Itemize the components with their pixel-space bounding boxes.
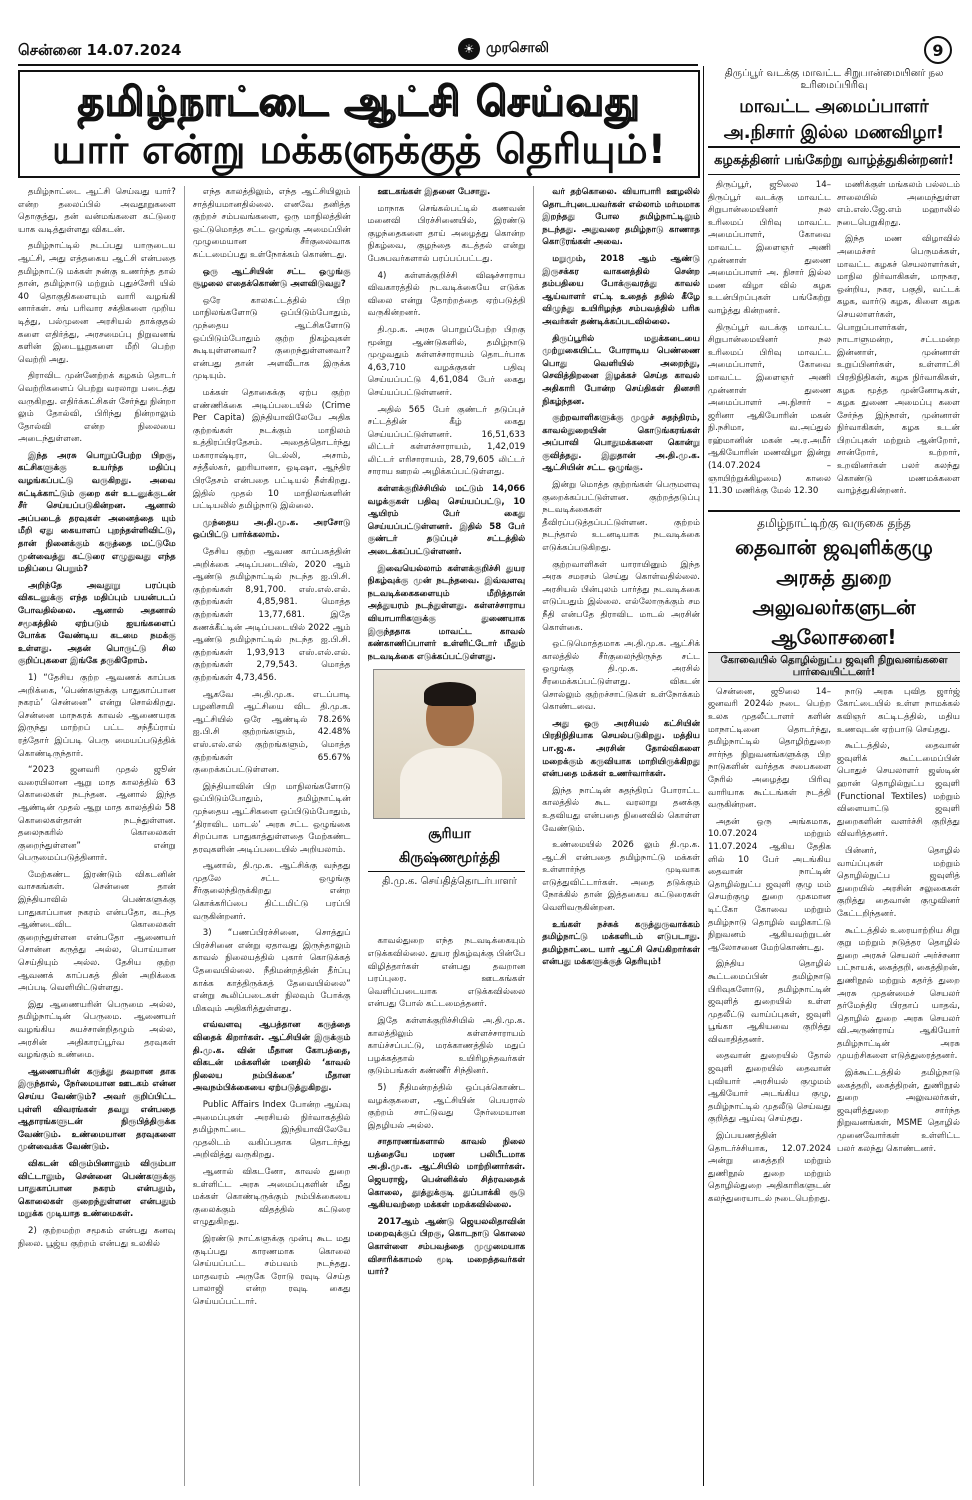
story1-headline: மாவட்ட அமைப்பாளர் அ.நிசார் இல்ல மணவிழா! xyxy=(708,94,960,148)
column-4 xyxy=(542,186,700,1486)
main-headline xyxy=(18,70,700,178)
main-story xyxy=(18,70,700,1490)
column-1 xyxy=(18,186,176,1486)
paragraph: இந்திய தொழில் கூட்டமைப்பின் தமிழ்நாடு பிரிவுகளோடு, தமிழ்நாட்டின் ஜவுளித் துறையில் உள்ள முதலீட்டு வாய்ப்புகள், ஜவுளி பூங்கா ஆகியவை குறித்து விவாதித்தனர். xyxy=(708,959,831,1045)
paragraph: உங்கள் நச்சுக் கருத்துருவாக்கம் தமிழ்நாட்டு மக்களிடம் எடுபடாது. தமிழ்நாட்டை யார் ஆட்சி செய்கிறார்கள் என்பது மக்களுக்குத் தெரியும்! xyxy=(542,919,701,968)
paragraph: ஆனால் விகடனோ, காவல் துறை உள்ளிட்ட அரசு அமைப்புகளின் மீது மக்கள் கொண்டிருக்கும் நம்பிக்கையை குலைக்கும் விதத்தில் கட்டுரை எழுதுகிறது. xyxy=(192,1166,351,1228)
paragraph: பின்னர், தொழில் வாய்ப்புகள் மற்றும் தொழில்நுட்ப ஜவுளித் துறையில் அரசின் சலுகைகள் குறித்து தைவான் குழுவினர் கேட்டறிந்தனர். xyxy=(837,845,960,919)
paragraph: இந்தியாவின் பிற மாநிலங்களோடு ஒப்பிடும்போதும், தமிழ்நாட்டின் முந்தைய ஆட்சிகளை ஒப்பிடும்போதும், ‘திராவிட மாடல்’ அரசு சட்ட ஒழுங்கை சிறப்பாக பாதுகாத்துள்ளதை மேற்கண்ட தரவுகளின் அடிப்படையில் அறியலாம். xyxy=(192,781,351,855)
column-divider xyxy=(184,186,185,1486)
paragraph: அதன் ஒரு அங்கமாக, 10.07.2024 மற்றும் 11.07.2024 ஆகிய தேதிக ளில் 10 பேர் அடங்கிய தைவான் நாட்டின் தொழில்நுட்ப ஜவுளி குழு மம் செயற்குழு துறை முகமான டிட்கோ கோவை மற்றும் தமிழ்நாடு தொழில் வழிகாட்டு நிறுவனம் ஆகியவற்றுடன் ஆலோசனை மேற்கொண்டது. xyxy=(708,816,831,953)
story2-column-1 xyxy=(708,686,831,1210)
paragraph: ஆகவே அ.தி.மு.க. எடப்பாடி பழனிசாமி ஆட்சியை விட தி.மு.க. ஆட்சியில் ஒரே ஆண்டில் 78.26% ஐ.பி.சி குற்றங்களும், 42.48% எஸ்.எல்.எல் குற்றங்களும், மொத்த குற்றங்கள் 65.67% குறைக்கப்பட்டுள்ளன. xyxy=(192,689,351,776)
paragraph: திருப்பூர், ஜூலை 14– திருப்பூர் வடக்கு மாவட்ட சிறுபான்மையினர் நல உரிமைப் பிரிவு மாவட்ட அமைப்பாளர், கோவை மாவட்ட இளைஞர் அணி முன்னாள் துணை அமைப்பாளர் அ. நிசார் இல்ல மண விழா வில் கழக உடன்பிறப்புகள் பங்கேற்று வாழ்த்து கின்றனர். xyxy=(708,180,831,316)
paragraph: தமிழ்நாட்டை ஆட்சி செய்வது யார்? என்ற தலைப்பில் அவதூறுகளை தொகுத்து, தன் வன்மங்களை கட்டுரை யாக வடித்துள்ளது விகடன். xyxy=(18,187,176,235)
paragraph: காவல்துறை எந்த நடவடிக்கையும் எடுக்கவில்லை. துயர நிகழ்வுக்கு பின்பே விழித்தார்கள் என்பது தவறான பரப்புரை. ஊடகங்கள் வெளிப்படையாக எடுக்கவில்லை என்பது போல் கட்டமைத்தனர். xyxy=(367,936,526,1010)
paragraph: மணிக்குள் மங்கலம் பல்லடம் சாலையில் அமைந்துள்ள எம்.எஸ்.ஜே.எம் மஹாலில் நடைபெறுகிறது. xyxy=(837,180,960,228)
column-divider xyxy=(533,186,534,1486)
paragraph: Public Affairs Index போன்ற ஆய்வு அமைப்புகள் அரசியல் நிர்வாகத்தில் தமிழ்நாட்டை இந்தியாவிலேயே முதலிடம் வகிப்பதாக தொடர்ந்து அறிவித்து வருகிறது. xyxy=(192,1099,351,1161)
rising-sun-emblem-icon: ☀ xyxy=(458,38,480,60)
author-photo xyxy=(373,669,526,819)
paragraph: 4) கள்ளக்குறிச்சி விஷச்சாராய விவகாரத்தில் நடவடிக்கையே எடுக்க விலை என்று தோற்றத்தை ஏற்படுத்தி வருகின்றனர். xyxy=(367,270,526,319)
paragraph: திருப்பூரில் மதுக்கடையை முற்றுகையிட்ட போராடிய பெண்ணை பொது வெளியில் அறைந்து, செவித்திறனை இழக்கச் செய்த காவல் அதிகாரி போன்ற செய்திகள் தினசரி நிகழ்ந்தன. xyxy=(542,333,701,407)
paragraph: தி.மு.க. அரசு பொறுப்பேற்ற பிறகு மூன்று ஆண்டுகளில், தமிழ்நாடு முழுவதும் கள்ளச்சாராயம் தொடர்பாக 4,63,710 வழக்குகள் பதிவு செய்யப்பட்டு 4,61,084 பேர் கைது செய்யப்பட்டுள்ளனர். xyxy=(367,324,526,398)
paragraph: தமிழ்நாட்டில் நடப்பது யாருடைய ஆட்சி, அது எத்தகைய ஆட்சி என்பதை தமிழ்நாட்டு மக்கள் நன்கு உணர்ந்த தால் தான், தமிழ்நாடு மற்றும் புதுச்சேரி யில் 40 தொகுதிகளையும் வாரி வழங்கி னார்கள். சங் பரிவார சக்திகளை முறிய டித்து, பல்முனை அரசியல் தாக்குதல் களை எதிர்த்து, அரசமைப்பு நிறுவனங் களின் இடையூறுகளை மீறி பெற்ற வெற்றி அது. xyxy=(18,241,176,365)
story2-column-2 xyxy=(837,686,960,1210)
paragraph: நாடு அரசு புவித ஜார்ஜ் கோட்டையில் உள்ள நாமக்கல் கவிஞர் கட்டிடத்தில், மதிய உணவுடன் ஏற்பாடு செய்தது. xyxy=(837,686,960,735)
paragraph: தேசிய குற்ற ஆவண காப்பகத்தின் அறிக்கை அடிப்படையில், 2020 ஆம் ஆண்டு தமிழ்நாட்டில் நடந்த ஐ.பி.சி. குற்றங்கள் 8,91,700. எஸ்.எல்.எல். குற்றங்கள் 4,85,981. மொத்த குற்றங்கள் 13,77,681. இதே கணக்கீட்டின் அடிப்படையில் 2022 ஆம் ஆண்டு தமிழ்நாட்டில் நடந்த ஐ.பி.சி. குற்றங்கள் 1,93,913 எஸ்.எல்.எல். குற்றங்கள் 2,79,543. மொத்த குற்றங்கள் 4,73,456. xyxy=(192,547,351,683)
paragraph: இன்று மொத்த குற்றங்கள் பெருமளவு குறைக்கப்பட்டுள்ளன. குற்றத்தடுப்பு நடவடிக்கைகள் தீவிரப்படுத்தப்பட்டுள்ளன. குற்றம் நடந்தால் உடனடியாக நடவடிக்கை எடுக்கப்படுகிறது. xyxy=(542,480,701,554)
story2-columns xyxy=(708,686,960,1210)
paragraph: கள்ளக்குறிச்சியில் மட்டும் 14,066 வழக்குகள் பதிவு செய்யப்பட்டு, 10 ஆயிரம் பேர் கைது செய்யப்பட்டுள்ளனர். இதில் 58 பேர் குண்டர் தடுப்புச் சட்டத்தில் அடைக்கப்பட்டுள்ளனர். xyxy=(367,484,526,558)
author-photo-block xyxy=(368,669,526,929)
story2-kicker: தமிழ்நாட்டிற்கு வருகை தந்த xyxy=(708,510,960,532)
story1-column-2 xyxy=(837,179,960,502)
column-3 xyxy=(368,186,526,1486)
paragraph: இப்பயணத்தின் தொடர்ச்சியாக, 12.07.2024 அன்று கைத்தறி மற்றும் துணிநூல் துறை மற்றும் தொழில்துறை அதிகாரிகளுடன் கலந்துரையாடல் நடைபெற்றது. xyxy=(708,1131,831,1204)
paragraph: 2017ஆம் ஆண்டு ஜெயலலிதாவின் மறைவுக்குப் பிறகு, கொடநாடு கொலை கொள்ளை சம்பவத்தை முழுமையாக விசாரிக்காமல் மூடி மறைத்தவர்கள் யார்? xyxy=(367,1216,526,1278)
section-divider xyxy=(703,66,704,1486)
paragraph: இவையெல்லாம் கள்ளக்குறிச்சி துயர நிகழ்வுக்கு முன் நடந்தவை. இவ்வளவு நடவடிக்கைகளையும் மீறித்தான் அத்துயரம் நடந்துள்ளது. கள்ளச்சாராய வியாபாரிகளுக்கு துணையாக இருந்ததாக மாவட்ட காவல் கண்காணிப்பாளர் உள்ளிட்டோர் மீதும் நடவடிக்கை எடுக்கப்பட்டுள்ளது. xyxy=(367,563,526,662)
page-number: 9 xyxy=(924,36,952,64)
paragraph: உண்மையில் 2026 லும் தி.மு.க. ஆட்சி என்பதை தமிழ்நாட்டு மக்கள் உள்ளார்ந்த முடிவாக எடுத்துவிட்டார்கள். அதை தடுக்கும் நோக்கில் தான் இத்தகைய கட்டுரைகள் வெளிவருகின்றன. xyxy=(542,840,701,914)
paragraph: ஆனால், தி.மு.க. ஆட்சிக்கு வந்தது முதலே சட்ட ஒழுங்கு சீர்குலைந்திருக்கிறது என்ற கொக்கரிப்பை திட்டமிட்டு பரப்பி வருகின்றனர். xyxy=(192,861,351,922)
paragraph: இந்த அரசு பொறுப்பேற்ற பிறகு, கட்சிகளுக்கு உயர்ந்த மதிப்பு வழங்கப்பட்டு வருகிறது. அவை சுட்டிக்காட்டும் குறை கள் உடனுக்குடன் சீர் செய்யப்படுகின்றன. ஆனால் அப்படைத் தரவுகள் அனைத்தை யும் மீறி ஏது கையாளப் புறந்தள்ளிவிட்டு, தான் நினைக்கும் கருத்தை மட்டுமே முன்வைத்து கட்டுரை எழுதுவது எந்த மதிப்பை பெறும்? xyxy=(18,450,176,575)
paragraph: மேற்கண்ட இரண்டும் விகடனின் வாசகங்கள். சென்னை தான் இந்தியாவில் பெண்களுக்கு பாதுகாப்பான நகரம் என்பதோ, கடந்த ஆண்டைவிட கொலைகள் குறைந்துள்ளன என்பதோ ஆணையர் சொன்ன கருத்து அல்ல, பொய்யான செய்தியும் அல்ல. தேசிய குற்ற ஆவணக் காப்பகத் தின் அறிக்கை அப்படி வெளியிட்டுள்ளது. xyxy=(18,869,176,994)
paragraph: அறிந்தே அவதூறு பரப்பும் விகடனுக்கு எந்த மதிப்பும் பயன்படப் போவதில்லை. ஆனால் அதனால் சமூகத்தில் ஏற்படும் ஐயங்களைப் போக்க வேண்டிய கடமை நமக்கு உள்ளது. அதன் பொருட்டு சில குறிப்புகளை இங்கே தருகிறோம். xyxy=(18,580,176,667)
masthead xyxy=(18,34,958,68)
paragraph: இக்கூட்டத்தில் தமிழ்நாடு கைத்தறி, கைத்திறன், துணிநூல் துறை அலுவலர்கள், ஜவுளித்துறை சார்ந்த நிறுவனங்கள், MSME தொழில் முனைவோர்கள் உள்ளிட்ட பலர் கலந்து கொண்டனர். xyxy=(837,1068,960,1154)
paragraph: அது ஒரு அரசியல் கட்சியின் பிரதிநிதியாக செயல்படுகிறது. மத்திய பா.ஜ.க. அரசின் தோல்விகளை மறைக்கும் கருவியாக மாறியிருக்கிறது என்பதை மக்கள் உணர்வார்கள். xyxy=(542,718,701,780)
issue-date: சென்னை 14.07.2024 xyxy=(18,41,182,59)
paragraph: 5) நீதிமன்றத்தில் ஒப்புக்கொண்ட வழக்குகளை, ஆட்சியின் பெயரால் குற்றம் சாட்டுவது நேர்மையான இதழியல் அல்ல. xyxy=(367,1082,526,1131)
paragraph: ஒரே காலகட்டத்தில் பிற மாநிலங்களோடு ஒப்பிடும்போதும், முந்தைய ஆட்சிகளோடு ஒப்பிடும்போதும் குற்ற நிகழ்வுகள் கூடியுள்ளனவா? குறைந்துள்ளனவா? என்பது தான் அளவீடாக இருக்க முடியும். xyxy=(192,295,351,382)
headline-line-1: தமிழ்நாட்டை ஆட்சி செய்வது xyxy=(77,79,641,125)
story1-columns xyxy=(708,179,960,502)
paper-name: முரசொலி xyxy=(486,40,549,56)
paragraph: தைவான் துறையில் தோல் ஜவுளி துறையில் தைவான் புவியார் அரசியல் குழுமம் ஆகியோர் அடங்கிய குழு, தமிழ்நாட்டில் முதலீடு செய்வது குறித்து ஆய்வு செய்தது. xyxy=(708,1051,831,1125)
author-name-line-2: கிருஷ்ணமூர்த்தி xyxy=(398,850,501,867)
paragraph: 2) குற்றமற்ற சமூகம் என்பது கனவு நிலை. பூஜ்ய குற்றம் என்பது உலகில் xyxy=(18,1225,176,1249)
paragraph: குற்றவாளிகளுக்கு முழுச் சுதந்திரம், காவல்துறையின் கொடுங்கரங்கள் அப்பாவி பொதுமக்களை கொன்று குவித்தது. இதுதான் அ.தி.மு.க. ஆட்சியின் சட்ட ஒழுங்கு. xyxy=(542,413,701,474)
paragraph: எந்த காலத்திலும், எந்த ஆட்சியிலும் சாத்தியமானதில்லை. எனவே தனித்த குற்றச் சம்பவங்களை, ஒரு மாநிலத்தின் ஒட்டுமொத்த சட்ட ஒழுங்கு அமைப்பின் முழுமையான சீர்குலைவாக கட்டமைப்பது உள்நோக்கம் கொண்டது. xyxy=(192,187,351,260)
column-divider xyxy=(359,186,360,1486)
story2-headline-line-2: அலுவலர்களுடன் ஆலோசனை! xyxy=(752,594,916,649)
column-2 xyxy=(193,186,351,1486)
paragraph: ஊடகங்கள் இதனை பேசாது. xyxy=(377,187,491,197)
paragraph: ஒட்டுமொத்தமாக அ.தி.மு.க. ஆட்சிக் காலத்தில் சீர்குலைந்திருந்த சட்ட ஒழுங்கு தி.மு.க. அரசில் சீரமைக்கப்பட்டுள்ளது. விகடன் சொல்லும் குற்றச்சாட்டுகள் உள்நோக்கம் கொண்டவை. xyxy=(542,639,701,713)
paragraph: ஆணையரின் கருத்து தவறான தாக இருந்தால், நேர்மையான ஊடகம் என்ன செய்ய வேண்டும்? அவர் குறிப்பிட்ட புள்ளி விவரங்கள் தவறு என்பதை ஆதாரங்களுடன் நிரூபித்திருக்க வேண்டும். உண்மையான தரவுகளை முன்வைக்க வேண்டும். xyxy=(18,1066,176,1153)
paragraph: 1) “தேசிய குற்ற ஆவணக் காப்பக அறிக்கை, ‘பெண்களுக்கு பாதுகாப்பான நகரம்’ சென்னை” என்று சொல்கிறது. சென்னை மாநகரக் காவல் ஆணையரக இருந்து மாற்றப் பட்ட சந்தீப்ராய் ரத்தோர் இப்படி பெரு மையப்படுத்திக் கொண்டிருந்தார். xyxy=(18,672,176,759)
paragraph: சென்னை, ஜூலை 14– ஜனவரி 2024ல் நடை பெற்ற உலக முதலீட்டாளர் களின் மாநாட்டினை தொடர்ந்து, தமிழ்நாட்டில் தொழிற்துறை சார்ந்த நிறுவனங்களுக்கு பிற நாடுகளின் வர்த்தக சபைகளை நேரில் அழைத்து பிரிவு வாரியாக கூட்டங்கள் நடத்தி வருகின்றன. xyxy=(708,686,831,811)
paragraph: இது ஆணையரின் பெருமை அல்ல, தமிழ்நாட்டின் பெருமை. ஆணையர் வழங்கிய சுயச்சான்றிதழும் அல்ல, அரசின் அதிகாரப்பூர்வ தரவுகள் வழங்கும் உண்மை. xyxy=(18,999,176,1061)
story1-subhead: கழகத்தினர் பங்கேற்று வாழ்த்துகின்றனர்! xyxy=(708,148,960,175)
paragraph: அதில் 565 பேர் குண்டர் தடுப்புச் சட்டத்தின் கீழ் கைது செய்யப்பட்டுள்ளனர். 16,51,633 லிட்டர் கள்ளச்சாராயம், 1,42,019 லிட்டர் எரிசாராயம், 28,79,605 லிட்டர் சாராய ஊறல் அழிக்கப்பட்டுள்ளது. xyxy=(367,404,526,478)
paragraph: குற்றவாளிகள் யாராயினும் இந்த அரசு சமரசம் செய்து கொள்வதில்லை. அரசியல் பின்புலம் பார்த்து நடவடிக்கை எடுப்பதும் இல்லை. எல்லோருக்கும் சம நீதி என்பதே திராவிட மாடல் அரசின் கொள்கை. xyxy=(542,559,701,633)
main-story-columns xyxy=(18,186,700,1486)
story2-subhead: கோவையில் தொழில்நுட்ப ஜவுளி நிறுவனங்களை பார்வையிட்டனர்! xyxy=(708,652,960,682)
paragraph: விகடன் விரும்பினாலும் விரும்பா விட்டாலும், சென்னை பெண்களுக்கு பாதுகாப்பான நகரம் என்பதும், கொலைகள் குறைந்துள்ளன என்பதும் மறுக்க முடியாத உண்மைகள். xyxy=(18,1158,176,1220)
paragraph: 3) “பணப்பிரச்சினை, சொத்துப் பிரச்சினை என்று ஏதாவது இருந்தாலும் காவல் நிலையத்தில் புகார் கொடுக்கத் தேவையில்லை. நீதிமன்றத்தின் தீர்ப்பு காக்க காத்திருக்கத் தேவையில்லை” என்று கூலிப்படைகள் நிலவும் போக்கு மிகவும் அதிகரித்துள்ளது. xyxy=(192,928,351,1014)
author-name-line-1: சூரியா xyxy=(428,826,471,843)
paragraph: “2023 ஜனவரி முதல் ஜூன் வரையிலான ஆறு மாத காலத்தில் 63 கொலைகள் நடந்தன. ஆனால் இந்த ஆண்டின் முதல் ஆறு மாத காலத்தில் 58 கொலைகள்தான் நடந்துள்ளன. தலைநகரில் கொலைகள் குறைந்துள்ளன” என்று பெருமைப்படுத்தினார். xyxy=(18,765,176,864)
paragraph: வர் தற்கொலை. வியாபாரி ஊழலில் தொடர்புடையவர்கள் எல்லாம் மர்மமாக இறந்தது போல தமிழ்நாட்டிலும் நடந்தது. அதுவரை தமிழ்நாடு காணாத கொடூரங்கள் அவை. xyxy=(542,187,701,248)
paragraph: கூட்டத்தில், தைவான் ஜவுளிக் கூட்டமைப்பின் பொதுச் செயலாளர் ஜஸ்டின் ஹான் தொழில்நுட்ப ஜவுளி (Functional Textiles) மற்றும் விளையாட்டு ஜவுளி துறைகளின் வளர்ச்சி குறித்து விவரித்தனர். xyxy=(837,741,960,840)
paper-logo xyxy=(458,38,549,60)
paragraph: ஒரு ஆட்சியின் சட்ட ஒழுங்கு சூழலை எதைக்கொண்டு அளவிடுவது? xyxy=(192,266,351,290)
paragraph: மாநாக செங்கல்பட்டில் கணவன் மனைவி பிரச்சினையில், இரண்டு குழந்தைகளை தாய் அழைத்து கொன்ற நிகழ்வை, குழந்தை கடத்தல் என்று பேசுபவர்களால் பரப்பப்பட்டது. xyxy=(367,203,526,264)
paragraph: மக்கள் தொகைக்கு ஏற்ப குற்ற எண்ணிக்கை அடிப்படையில் (Crime Per Capita) இந்தியாவிலேயே அதிக குற்றங்கள் நடக்கும் மாநிலம் உத்திரப்பிரதேசம். அதைத்தொடர்ந்து மகாராஷ்டிரா, டெல்லி, அசாம், சத்தீஸ்கர், ஹரியானா, ஒடிஷா, ஆந்திர பிரதேசம் என்பதை பட்டியல் நீள்கிறது. இதில் முதல் 10 மாநிலங்களின் பட்டியலில் தமிழ்நாடு இல்லை. xyxy=(192,387,351,512)
paragraph: இந்த மண விழாவில் அமைச்சர் பெருமக்கள், மாவட்ட கழகச் செயலாளர்கள், மாநில நிர்வாகிகள், மாநகர, ஒன்றிய, நகர, பகுதி, வட்டக் கழக, வார்டு கழக, கிளை கழக செயலாளர்கள், பொறுப்பாளர்கள், நாடாளுமன்ற, சட்டமன்ற இன்னாள், முன்னாள் உறுப்பினர்கள், உள்ளாட்சி பிரதிநிதிகள், கழக நிர்வாகிகள், கழக மூத்த முன்னோடிகள், கழக துணை அமைப்பு களை சேர்ந்த இந்நாள், முன்னாள் நிர்வாகிகள், கழக உடன் பிறப்புகள் மற்றும் ஆன்றோர், சான்றோர், உற்றார், உறவினர்கள் பலர் கலந்து கொண்டு மணமக்களை வாழ்த்துகின்றனர். xyxy=(837,234,960,497)
paragraph: முந்தைய அ.தி.மு.க. அரசோடு ஒப்பிட்டு பார்க்கலாம். xyxy=(192,517,351,541)
right-column xyxy=(708,66,960,1496)
masthead-rule xyxy=(18,64,698,66)
story2-headline-line-1: தைவான் ஜவுளிக்குழு அரசுத் துறை xyxy=(735,534,933,589)
headline-line-2: யார் என்று மக்களுக்குத் தெரியும்! xyxy=(52,127,666,173)
story1-column-1 xyxy=(708,179,831,502)
paragraph: திருப்பூர் வடக்கு மாவட்ட சிறுபான்மையினர் நல உரிமைப் பிரிவு மாவட்ட அமைப்பாளர், கோவை மாவட்ட இளைஞர் அணி முன்னாள் துணை அமைப்பாளர் அ.நிசார் – ஜரினா ஆகியோரின் மகன் நி.நசிமா, வ.அப்துல் ரஹ்மானின் மகன் அ.ர.அமீர் ஆகியோரின் மணவிழா இன்று (14.07.2024 – ஞாயிற்றுக்கிழமை) காலை 11.30 மணிக்கு மேல் 12.30 xyxy=(708,322,831,497)
paragraph: இரண்டு நாட்களுக்கு முன்பு கூட மது குடிப்பது காரணமாக கொலை செய்யப்பட்ட சம்பவம் நடந்தது. மாதவரம் அருகே ரோடு ரவுடி செய்த பாலாஜி என்ற ரவுடி கைது செய்யப்பட்டார். xyxy=(192,1233,351,1307)
story1-kicker: திருப்பூர் வடக்கு மாவட்ட சிறுபான்மையினர் நல உரிமைப்பிரிவு xyxy=(724,68,944,91)
paragraph: எவ்வளவு ஆபத்தான கருத்தை விதைக் கிறார்கள். ஆட்சியின் இருக்கும் தி.மு.க. வின் மீதான கோபத்தை, விகடன் மக்களின் மனதில் ‘காவல் நிலைய நம்பிக்கை’ மீதான அவநம்பிக்கையை ஏற்படுத்துகிறது. xyxy=(192,1020,351,1094)
paragraph: மறுமும், 2018 ஆம் ஆண்டு இருசக்கர வாகனத்தில் சென்ற தம்பதியை போக்குவரத்து காவல் ஆய்வாளர் எட்டி உதைத் ததில் கீழே விழுந்து உயிரிழந்த சம்பவத்தில் பரிசு அவர்கள் தண்டிக்கப்படவில்லை. xyxy=(542,253,701,327)
paragraph: கூட்டத்தில் உரையாற்றிய சிறு குறு மற்றும் நடுத்தர தொழில் துறை அரசுச் செயலர் அர்ச்சனா பட்நாயக், கைத்தறி, கைத்திறன், துணிநூல் மற்றும் கதர்த் துறை அரசு முதன்மைச் செயலர் தர்மேந்திர பிரதாப் யாதவ், தொழில் துறை அரசு செயலர் வி.அருண்ராய் ஆகியோர் தமிழ்நாட்டின் அரசு முயற்சிகளை எடுத்துரைத்தனர். xyxy=(837,925,960,1062)
paragraph: இந்த நாட்டின் சுதந்திரப் போராட்ட காலத்தில் கூட வரலாறு தனக்கு உதவியது என்பதை நினைவில் கொள்ள வேண்டும். xyxy=(542,785,701,834)
author-role: தி.மு.க. செய்தித்தொடர்பாளர் xyxy=(368,871,526,889)
paragraph: இதே கள்ளக்குறிச்சியில் அ.தி.மு.க. காலத்திலும் கள்ளச்சாராயம் காய்ச்சப்பட்டு, மரக்காணத்தில் மதுப் பழக்கத்தால் உயிரிழந்தவர்கள் குடும்பங்கள் கண்ணீர் சிந்தினர். xyxy=(367,1015,526,1077)
paragraph: சாதாரணங்களால் காவல் நிலை யத்தையே மரண பலிபீடமாக அ.தி.மு.க. ஆட்சியில் மாற்றினார்கள். ஜெயராஜ், பென்னிக்ஸ் சித்ரவதைக் கொலை, தூத்துக்குடி துப்பாக்கி சூடு ஆகியவற்றை மக்கள் மறக்கவில்லை. xyxy=(367,1137,526,1211)
paragraph: திராவிட முன்னேற்றக் கழகம் தொடர் வெற்றிகளைப் பெற்று வரலாறு படைத்து வருகிறது. எதிர்க்கட்சிகள் சேர்ந்து நின்றா லும் தோல்வி, பிரிந்து நின்றாலும் தோல்வி என்ற நிலையை அடைந்துள்ளன. xyxy=(18,371,176,445)
